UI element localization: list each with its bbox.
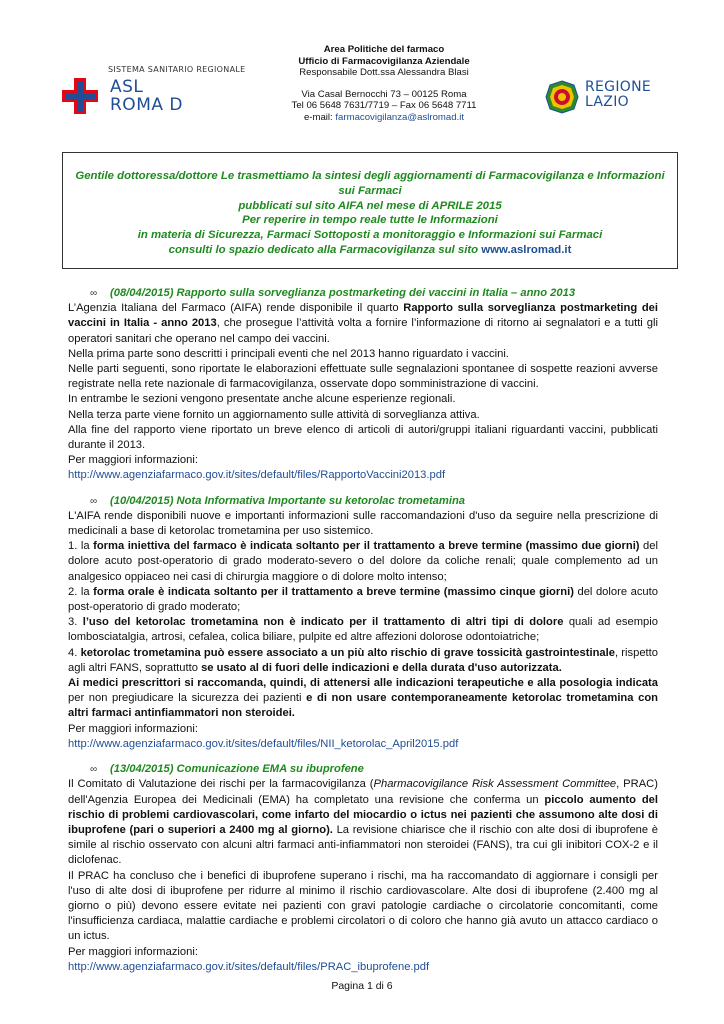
asl-name-line2: ROMA D <box>110 95 183 115</box>
bullet-icon: ∞ <box>90 288 98 299</box>
asl-cross-icon <box>60 76 100 116</box>
section-vaccini <box>68 286 658 484</box>
section-ketorolac <box>68 494 658 752</box>
paragraph: Nelle parti seguenti, sono riportate le elaborazioni effettuate sulle segnalazioni spontanee di sospette reazioni avverse registrate nella rete nazionale di farmacovigilanza, osservate dopo somministrazione di vaccini. <box>68 363 658 391</box>
more-info-label: Per maggiori informazioni: <box>68 945 198 958</box>
document-body <box>68 286 658 985</box>
office-header <box>262 44 506 124</box>
section-ibuprofene <box>68 762 658 975</box>
asl-system-label: SISTEMA SANITARIO REGIONALE <box>108 65 246 74</box>
email-link[interactable]: farmacovigilanza@aslromad.it <box>335 111 465 123</box>
address: Via Casal Bernocchi 73 – 00125 Roma <box>301 88 467 100</box>
list-item: 4. ketorolac trometamina può essere associato a un più alto rischio di grave tossicità gastrointestinale, rispetto agli altri FANS, soprattutto se usato al di fuori delle indicazioni e della durata d'uso autorizzata. <box>68 646 658 674</box>
area-title: Area Politiche del farmaco <box>323 44 445 55</box>
paragraph: Alla fine del rapporto viene riportato un breve elenco di articoli di autori/gruppi italiani riguardanti vaccini, pubblicati durante il 2013. <box>68 423 658 452</box>
more-info-label: Per maggiori informazioni: <box>68 722 198 735</box>
paragraph: Nella terza parte viene fornito un aggiornamento sulle attività di sorveglianza attiva. <box>68 408 480 421</box>
paragraph: L’Agenzia Italiana del Farmaco (AIFA) rende disponibile il quarto Rapporto sulla sorveglianza postmarketing dei vaccini in Italia - anno 2013, che prosegue l’attività volta a fornire l’informazione di ritorno ai segnalatori e a tutti gli operatori sanitari che operano nel campo dei vaccini. <box>68 302 658 345</box>
notice-box <box>62 152 678 269</box>
list-item: 1. la forma iniettiva del farmaco è indicata soltanto per il trattamento a breve termine (massimo due giorni) del dolore acuto post-operatorio di grado moderato-severo o del dolore da coliche renali; quale complemento ad un analgesico oppiaceo nei casi di chirurgia maggiore o di dolore molto intenso; <box>68 540 658 583</box>
paragraph: Il PRAC ha concluso che i benefici di ibuprofene superano i rischi, ma ha raccomandato di aggiornare i consigli per l'uso di alte dosi di ibuprofene per ridurre al minimo il rischio cardiovascolare. Alte dosi di ibuprofene (2.400 mg al giorno o più) devono essere evitate nei pazienti con gravi patologie cardiache o circolatorie concomitanti, come l'insufficienza cardiaca, malattie cardiache e problemi circolatori o di coloro che hanno già avuto un attacco cardiaco o un ictus. <box>68 869 658 943</box>
warning-paragraph: Ai medici prescrittori si raccomanda, quindi, di attenersi alle indicazioni terapeutiche e alla posologia indicata per non pregiudicare la sicurezza dei pazienti e di non usare contemporaneamente ketorolac trometamina con altri farmaci antinfiammatori non steroidei. <box>68 677 658 720</box>
notice-info: Per reperire in tempo reale tutte le Informazioni in materia di Sicurezza, Farmaci Sottoposti a monitoraggio e Informazioni sui Farmaci consulti lo spazio dedicato alla Farmacovigilanza sul sito www.aslromad.it <box>137 214 603 256</box>
region-line1: REGIONE <box>585 79 651 95</box>
section-title: ∞ (08/04/2015) Rapporto sulla sorveglianza postmarketing dei vaccini in Italia – anno 2013 <box>68 286 658 301</box>
page-number: Pagina 1 di 6 <box>331 980 393 992</box>
asl-logo <box>60 64 260 124</box>
bullet-icon: ∞ <box>90 495 98 507</box>
paragraph: L'AIFA rende disponibili nuove e importanti informazioni sulle raccomandazioni d'uso da seguire nella prescrizione di medicinali a base di ketorolac trometamina per uso sistemico. <box>68 509 658 538</box>
section-title: ∞ (10/04/2015) Nota Informativa Importante su ketorolac trometamina <box>68 494 658 509</box>
email-line <box>262 112 506 124</box>
paragraph: Nella prima parte sono descritti i principali eventi che nel 2013 hanno riguardato i vaccini. <box>68 347 509 360</box>
office-title: Ufficio di Farmacovigilanza Aziendale <box>298 55 470 67</box>
email-label: e-mail: <box>303 111 336 123</box>
asl-name-line1: ASL <box>110 77 144 97</box>
notice-intro: Gentile dottoressa/dottore Le trasmettiamo la sintesi degli aggiornamenti di Farmacovigilanza e Informazioni sui Farmaci pubblicati sul sito AIFA nel mese di APRILE 2015 <box>75 170 665 212</box>
section-title: ∞ (13/04/2015) Comunicazione EMA su ibuprofene <box>68 762 658 777</box>
regione-lazio-logo <box>545 80 665 120</box>
more-info-link[interactable]: http://www.agenziafarmaco.gov.it/sites/default/files/RapportoVaccini2013.pdf <box>68 469 446 482</box>
paragraph: In entrambe le sezioni vengono presentate anche alcune esperienze regionali. <box>68 393 456 406</box>
phone-fax: Tel 06 5648 7631/7719 – Fax 06 5648 7711 <box>291 100 477 112</box>
bullet-icon: ∞ <box>90 764 98 776</box>
lazio-name <box>585 80 651 110</box>
more-info-link[interactable]: http://www.agenziafarmaco.gov.it/sites/default/files/NII_ketorolac_April2015.pdf <box>68 737 459 750</box>
lazio-seal-icon <box>545 80 579 114</box>
list-item: 2. la forma orale è indicata soltanto per il trattamento a breve termine (massimo cinque giorni) del dolore acuto post-operatorio di grado moderato; <box>68 585 658 614</box>
asl-name <box>110 78 183 114</box>
responsible: Responsabile Dott.ssa Alessandra Blasi <box>299 67 469 79</box>
region-line2: LAZIO <box>585 94 629 110</box>
paragraph: Il Comitato di Valutazione dei rischi per la farmacovigilanza (Pharmacovigilance Risk Assessment Committee, PRAC) dell'Agenzia Europea dei Medicinali (EMA) ha completato una revisione che conferma un piccolo aumento del rischio di problemi cardiovascolari, come infarto del miocardio o ictus nei pazienti che assumono alte dosi di ibuprofene (pari o superiori a 2400 mg al giorno). La revisione chiarisce che il rischio con alte dosi di ibuprofene è simile al rischio osservato con alcuni altri farmaci anti-infiammatori non steroidei (FANS), tra cui gli inibitori COX-2 e il diclofenac. <box>68 778 658 867</box>
site-link[interactable]: www.aslromad.it <box>481 244 572 256</box>
more-info-label: Per maggiori informazioni: <box>68 454 198 467</box>
list-item: 3. l’uso del ketorolac trometamina non è indicato per il trattamento di altri tipi di dolore quali ad esempio lombosciatalgia, artrosi, cefalea, colica biliare, pulpite ed altre affezioni dolorose odontoiatriche; <box>68 616 658 644</box>
more-info-link[interactable]: http://www.agenziafarmaco.gov.it/sites/default/files/PRAC_ibuprofene.pdf <box>68 960 430 973</box>
